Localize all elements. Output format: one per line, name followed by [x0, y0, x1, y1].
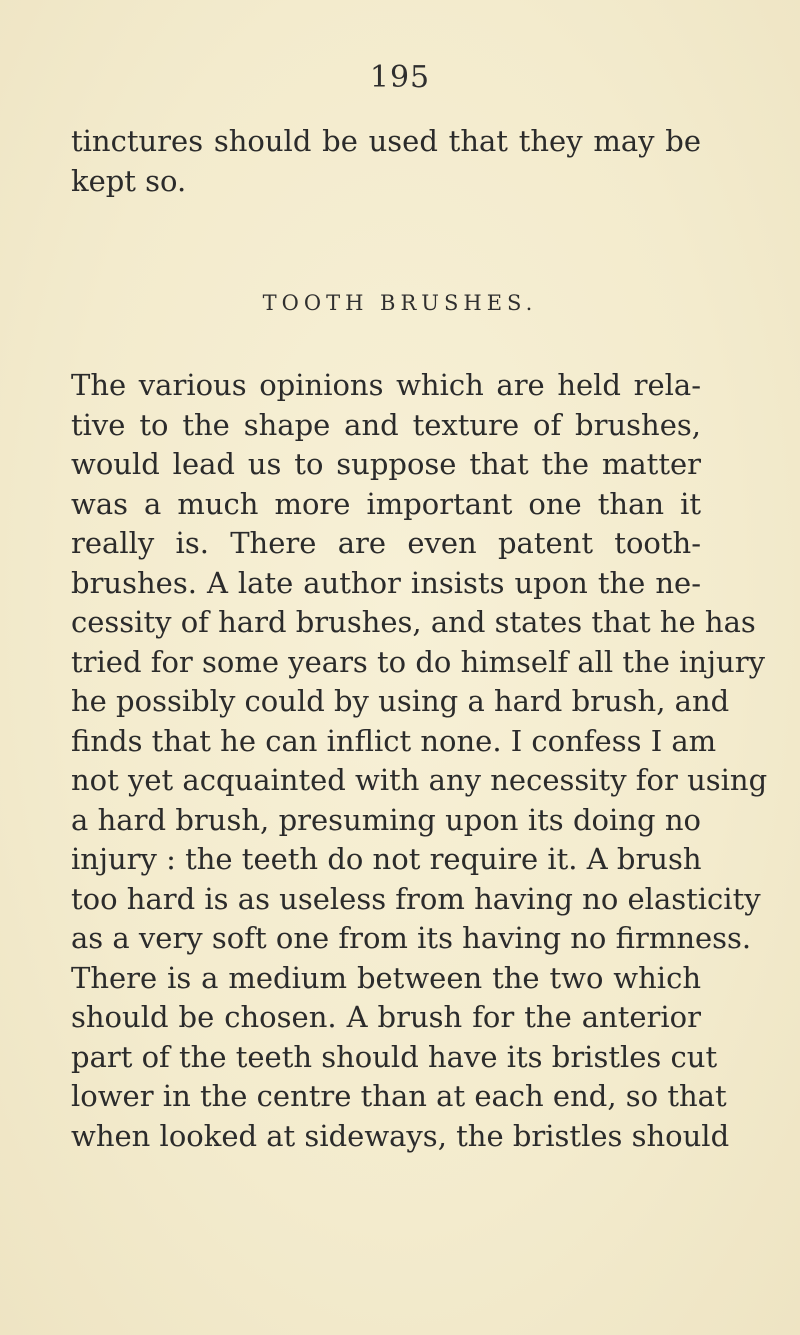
text-line: kept so. — [71, 163, 187, 198]
text-line: brushes. A late author insists upon the ne- — [71, 565, 701, 600]
text-line: should be chosen. A brush for the anterior — [71, 1000, 701, 1034]
page-number: 195 — [369, 60, 431, 95]
text-line: tried for some years to do himself all the injury — [71, 644, 765, 679]
text-line: when looked at sideways, the bristles should — [71, 1118, 730, 1153]
text-line: a hard brush, presuming upon its doing no — [71, 802, 701, 837]
text-line: finds that he can inflict none. I confess I am — [71, 723, 717, 758]
text-line: lower in the centre than at each end, so that — [71, 1079, 727, 1113]
text-line: not yet acquainted with any necessity for using — [71, 763, 768, 797]
text-line: he possibly could by using a hard brush, and — [71, 684, 730, 718]
text-line: was a much more important one than it — [71, 486, 701, 521]
text-line: really is. There are even patent tooth- — [71, 526, 701, 560]
continuation-paragraph — [71, 122, 701, 201]
text-line: too hard is as useless from having no elasticity — [71, 881, 761, 916]
tooth-brushes-paragraph — [71, 366, 768, 1156]
text-line: tive to the shape and texture of brushes, — [71, 407, 701, 442]
text-line: injury : the teeth do not require it. A brush — [71, 842, 702, 876]
text-line: would lead us to suppose that the matter — [71, 447, 701, 481]
text-line: The various opinions which are held rela- — [71, 368, 701, 402]
text-line: as a very soft one from its having no firmness. — [71, 921, 752, 955]
text-line: part of the teeth should have its bristles cut — [71, 1039, 718, 1074]
text-line: tinctures should be used that they may be — [71, 124, 701, 158]
text-line: There is a medium between the two which — [71, 960, 701, 995]
text-line: cessity of hard brushes, and states that he has — [71, 605, 756, 639]
section-heading: TOOTH BRUSHES. — [262, 291, 538, 315]
